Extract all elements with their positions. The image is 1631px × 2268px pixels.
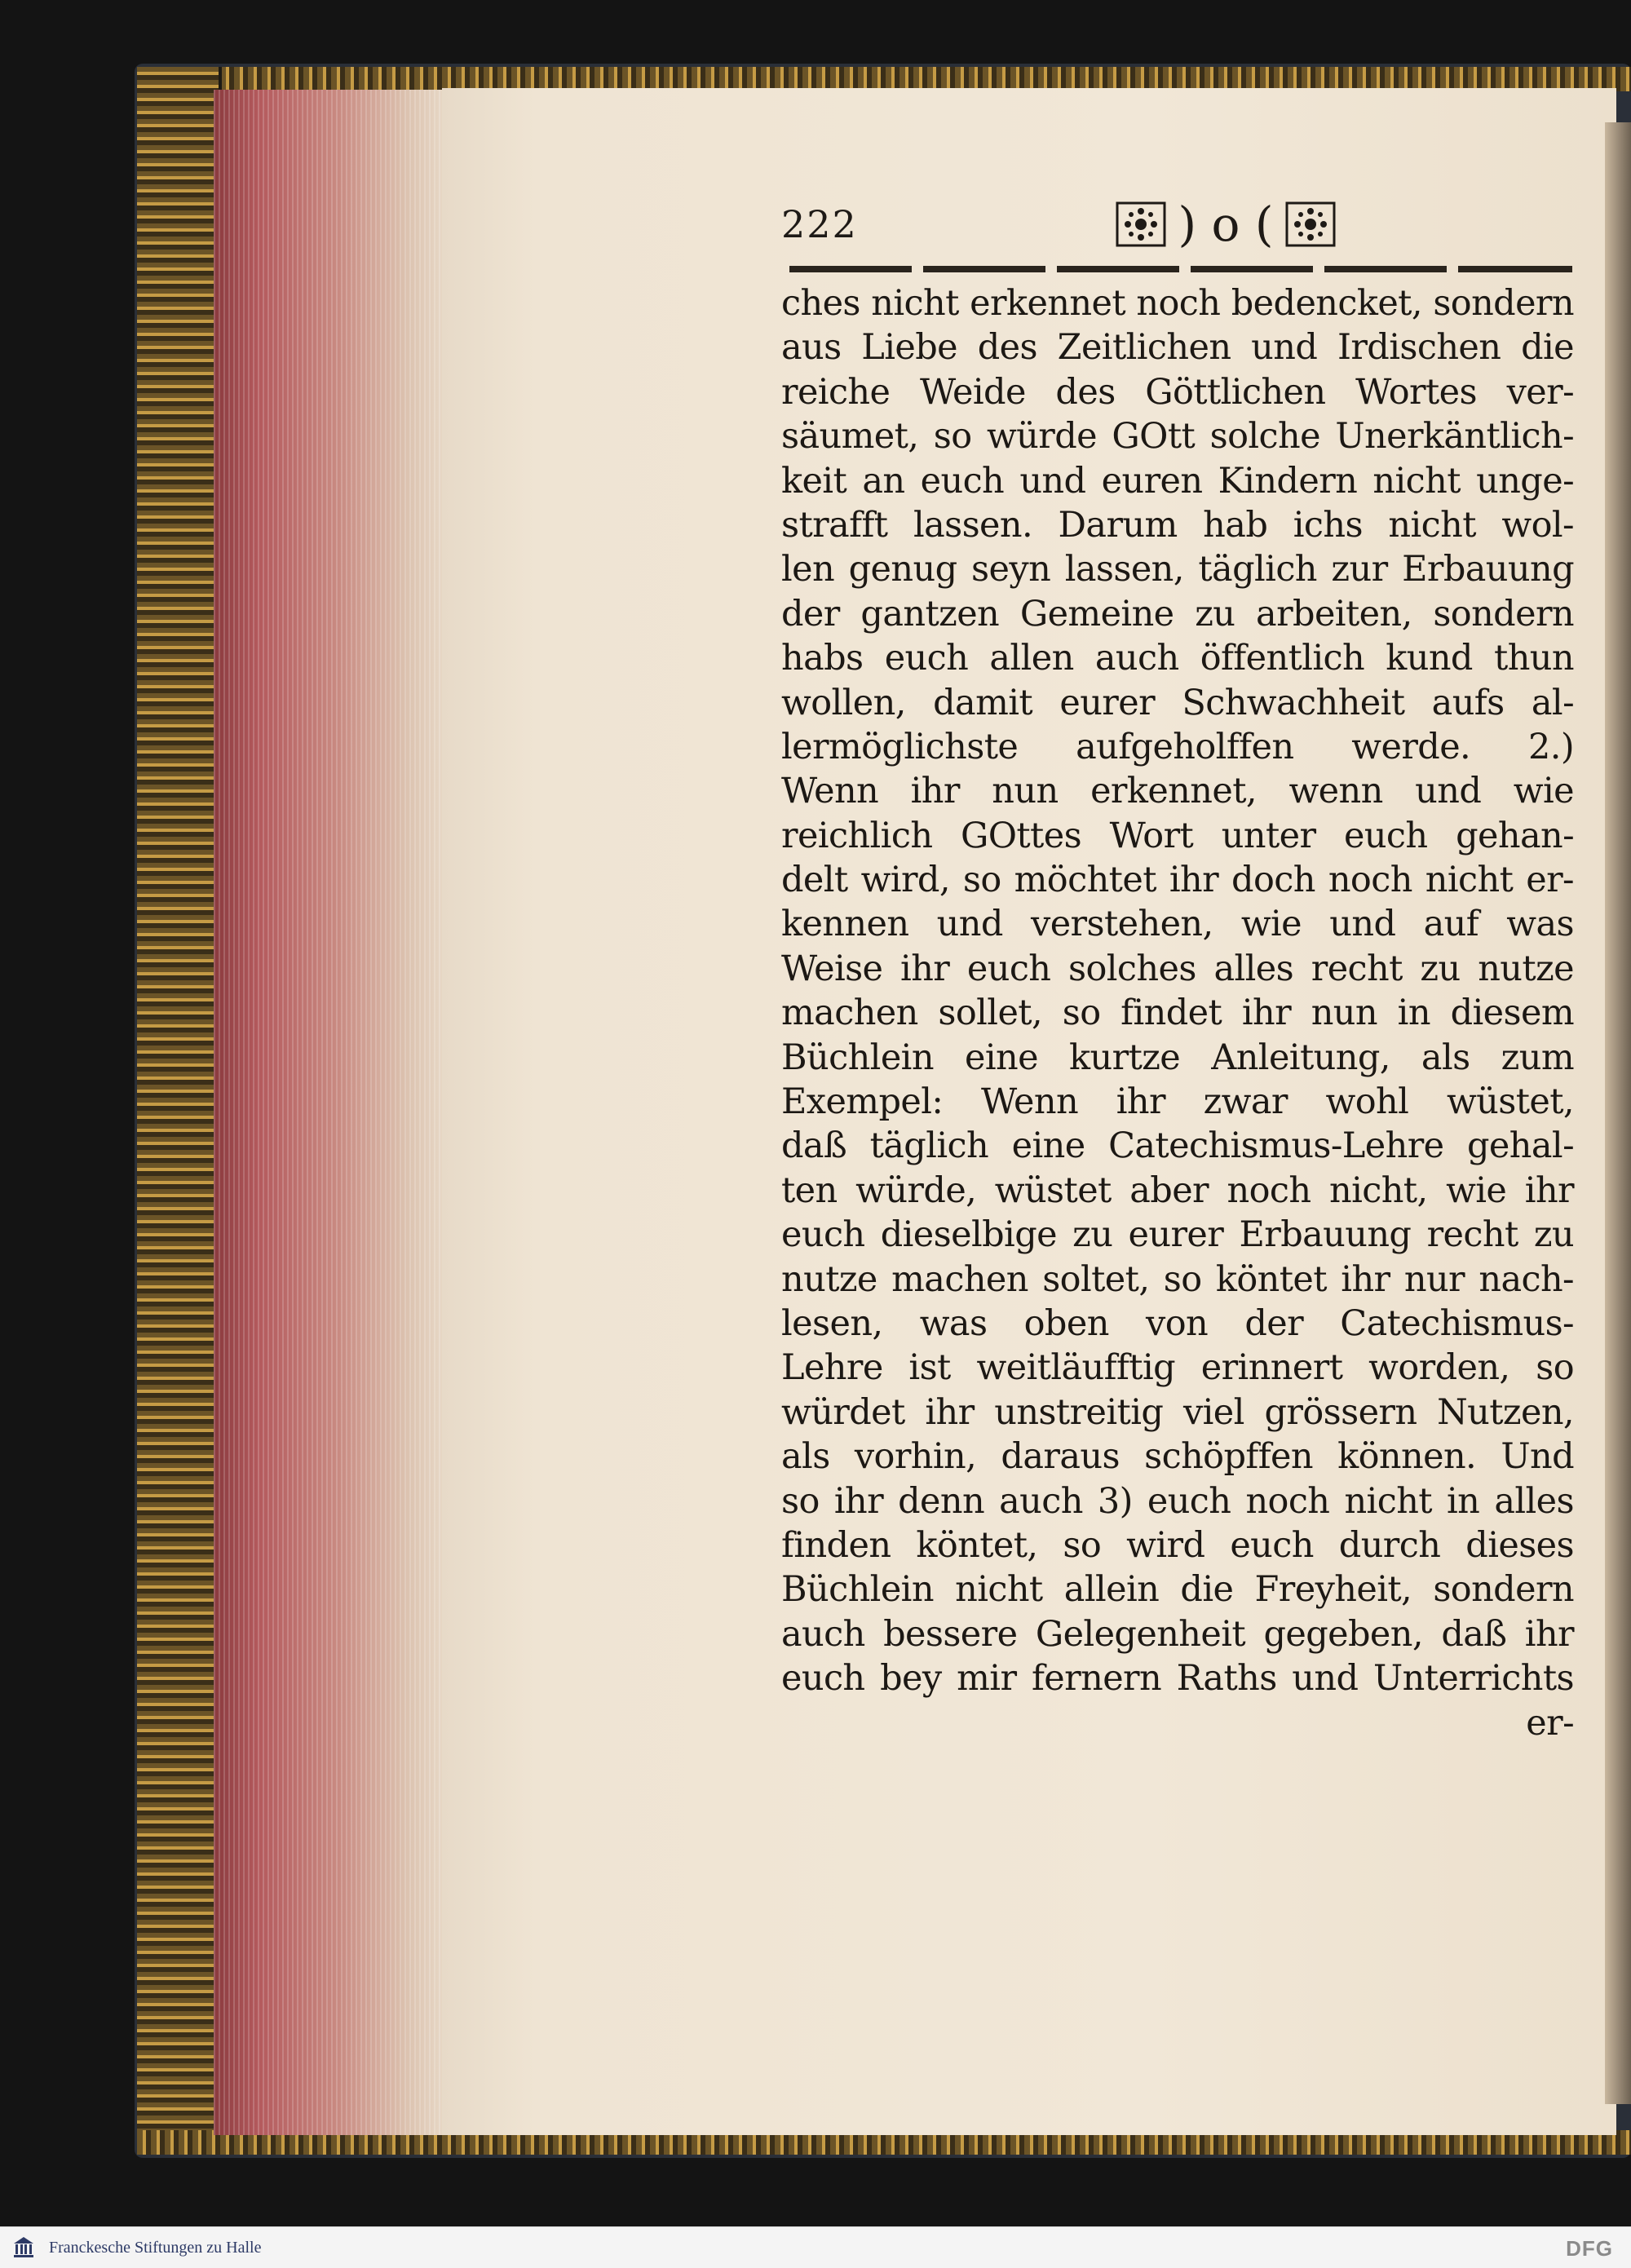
text-line: lermöglichste aufgeholffen werde. 2.) [781, 726, 1574, 767]
text-line: kennen und verstehen, wie und auf was [781, 904, 1574, 945]
text-line: lesen, was oben von der Catechismus- [781, 1302, 1574, 1344]
page-edges [214, 90, 442, 2135]
text-line: nutze machen soltet, so köntet ihr nur nach- [781, 1258, 1574, 1300]
text-line: ches nicht erkennet noch bedencket, sondern [781, 283, 1574, 324]
building-icon [13, 2236, 34, 2259]
text-line: len genug seyn lassen, täglich zur Erbauung [781, 549, 1574, 590]
text-line: säumet, so würde GOtt solche Unerkäntlich- [781, 416, 1574, 458]
text-line: Lehre ist weitläufftig erinnert worden, so [781, 1347, 1574, 1389]
text-line: Büchlein nicht allein die Freyheit, sondern [781, 1569, 1574, 1611]
gilt-border-left [137, 67, 222, 2155]
text-line: reichlich GOttes Wort unter euch gehan- [781, 815, 1574, 856]
text-line: finden köntet, so wird euch durch dieses [781, 1524, 1574, 1566]
flower-ornament-icon [1116, 201, 1166, 247]
text-line: auch bessere Gelegenheit gegeben, daß ihr [781, 1613, 1574, 1655]
text-line: habs euch allen auch öffentlich kund thun [781, 638, 1574, 679]
text-line: Wenn ihr nun erkennet, wenn und wie [781, 771, 1574, 812]
text-line: würdet ihr unstreitig viel grössern Nutzen, [781, 1391, 1574, 1433]
text-line: euch bey mir fernern Raths und Unterrichts [781, 1658, 1574, 1700]
text-line: als vorhin, daraus schöpffen können. Und [781, 1436, 1574, 1478]
page-header [781, 192, 1572, 257]
text-line: delt wird, so möchtet ihr doch noch nicht er- [781, 860, 1574, 901]
viewer-footer [0, 2226, 1631, 2268]
page-number: 222 [781, 202, 858, 246]
text-line: Exempel: Wenn ihr zwar wohl wüstet, [781, 1081, 1574, 1123]
institution-name: Franckesche Stiftungen zu Halle [49, 2238, 262, 2257]
text-line: der gantzen Gemeine zu arbeiten, sondern [781, 593, 1574, 634]
page-body-text [781, 281, 1574, 1745]
institution-logo-icon [10, 2231, 38, 2264]
text-line: Büchlein eine kurtze Anleitung, als zum [781, 1037, 1574, 1078]
text-line: wollen, damit eurer Schwachheit aufs al- [781, 682, 1574, 723]
text-line: strafft lassen. Darum hab ichs nicht wol- [781, 504, 1574, 546]
text-line: Weise ihr euch solches alles recht zu nutze [781, 948, 1574, 989]
header-rule [789, 266, 1572, 272]
text-line: aus Liebe des Zeitlichen und Irdischen die [781, 327, 1574, 369]
gutter-shadow [1605, 122, 1631, 2104]
catchword: er- [1526, 1702, 1574, 1744]
headpiece-ornament [879, 197, 1572, 252]
text-line: so ihr denn auch 3) euch noch nicht in alles [781, 1480, 1574, 1522]
text-line: machen sollet, so findet ihr nun in diesem [781, 993, 1574, 1034]
flower-ornament-icon [1285, 201, 1336, 247]
headpiece-text: ) o ( [1178, 197, 1274, 252]
text-line: daß täglich eine Catechismus-Lehre gehal- [781, 1125, 1574, 1167]
text-line: euch dieselbige zu eurer Erbauung recht zu [781, 1214, 1574, 1256]
dfg-badge: DFG [1566, 2236, 1613, 2261]
text-line: keit an euch und euren Kindern nicht unge- [781, 460, 1574, 502]
text-line: reiche Weide des Göttlichen Wortes ver- [781, 371, 1574, 413]
text-line: ten würde, wüstet aber noch nicht, wie ihr [781, 1169, 1574, 1211]
